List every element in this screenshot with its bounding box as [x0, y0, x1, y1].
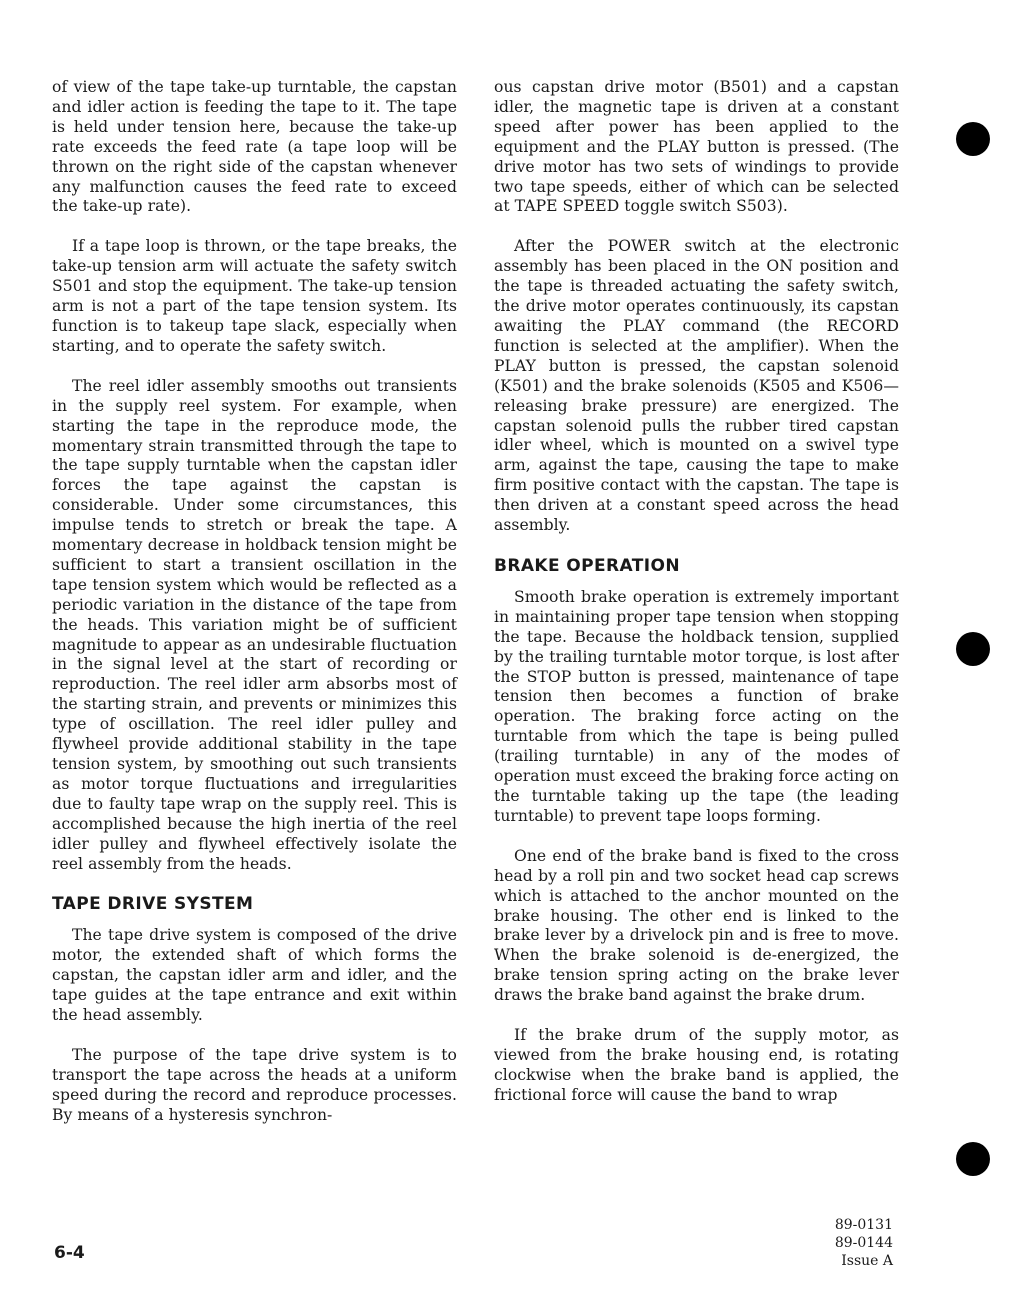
body-paragraph: ous capstan drive motor (B501) and a capstan idler, the magnetic tape is driven at a constant speed after power has been applied to the equipment and the PLAY button is pressed. (The drive motor has two sets of windings to provide two tape speeds, either of which can be selected at TAPE SPEED toggle switch S503).: [494, 78, 899, 216]
binder-hole-bottom: [956, 1142, 990, 1176]
right-column: [494, 78, 899, 1126]
body-paragraph: Smooth brake operation is extremely important in maintaining proper tape tension when stopping the tape. Because the holdback tension, supplied by the trailing turntable motor torque, is lost after the STOP button is pressed, maintenance of tape tension then becomes a function of brake operation. The braking force acting on the turntable from which the tape is being pulled (trailing turntable) in any of the modes of operation must exceed the braking force acting on the turntable taking up the tape (the leading turntable) to prevent tape loops forming.: [494, 587, 899, 825]
body-paragraph: If a tape loop is thrown, or the tape breaks, the take-up tension arm will actuate the safety switch S501 and stop the equipment. The take-up tension arm is not a part of the tape tension system. Its function is to takeup tape slack, especially when starting, and to operate the safety switch.: [52, 237, 457, 355]
page-number: 6-4: [54, 1243, 85, 1263]
body-paragraph: The purpose of the tape drive system is to transport the tape across the heads at a uniform speed during the record and reproduce processes. By means of a hysteresis synchron-: [52, 1045, 457, 1124]
body-paragraph: One end of the brake band is fixed to the cross head by a roll pin and two socket head cap screws which is attached to the anchor mounted on the brake housing. The other end is linked to the brake lever by a drivelock pin and is free to move. When the brake solenoid is de-energized, the brake tension spring acting on the brake lever draws the brake band against the brake drum.: [494, 846, 899, 1005]
section-heading-brake-operation: BRAKE OPERATION: [494, 555, 680, 576]
body-paragraph: The tape drive system is composed of the drive motor, the extended shaft of which forms the capstan, the capstan idler arm and idler, and the tape guides at the tape entrance and exit within the head assembly.: [52, 926, 457, 1025]
body-paragraph: The reel idler assembly smooths out transients in the supply reel system. For example, when starting the tape in the reproduce mode, the momentary strain transmitted through the tape to the tape supply turntable when the capstan idler forces the tape against the capstan is considerable. Under some circumstances, this impulse tends to stretch or break the tape. A momentary decrease in holdback tension might be sufficient to start a transient oscillation in the tape tension system which would be reflected as a periodic variation in the distance of the tape from the heads. This variation might be of sufficient magnitude to appear as an undesirable fluctuation in the signal level at the start of recording or reproduction. The reel idler arm absorbs most of the starting strain, and prevents or minimizes this type of oscillation. The reel idler pulley and flywheel provide additional stability in the tape tension system, by smoothing out such transients as motor torque fluctuations and irregularities due to faulty tape wrap on the supply reel. This is accomplished because the high inertia of the reel idler pulley and flywheel effectively isolate the reel assembly from the heads.: [52, 376, 457, 873]
left-column: [52, 78, 457, 1146]
doc-id: 89-0144: [834, 1235, 893, 1251]
body-paragraph: of view of the tape take-up turntable, the capstan and idler action is feeding the tape to it. The tape is held under tension here, because the take-up rate exceeds the feed rate (a tape loop will be thrown on the right side of the capstan whenever any malfunction causes the feed rate to exceed the take-up rate).: [52, 78, 457, 216]
binder-hole-top: [956, 122, 990, 156]
document-ids: [835, 1216, 893, 1270]
body-paragraph: After the POWER switch at the electronic assembly has been placed in the ON position and the tape is threaded actuating the safety switch, the drive motor operates continuously, its capstan awaiting the PLAY command (the RECORD function is selected at the amplifier). When the PLAY button is pressed, the capstan solenoid (K501) and the brake solenoids (K505 and K506—releasing brake pressure) are energized. The capstan solenoid pulls the rubber tired capstan idler wheel, which is mounted on a swivel type arm, against the tape, causing the tape to make firm positive contact with the capstan. The tape is then driven at a constant speed across the head assembly.: [494, 237, 899, 535]
section-heading-tape-drive: TAPE DRIVE SYSTEM: [52, 894, 254, 915]
body-paragraph: If the brake drum of the supply motor, as viewed from the brake housing end, is rotating clockwise when the brake band is applied, the frictional force will cause the band to wrap: [494, 1026, 899, 1104]
binder-hole-middle: [956, 632, 990, 666]
issue-label: Issue A: [841, 1253, 893, 1269]
doc-id: 89-0131: [834, 1217, 893, 1233]
